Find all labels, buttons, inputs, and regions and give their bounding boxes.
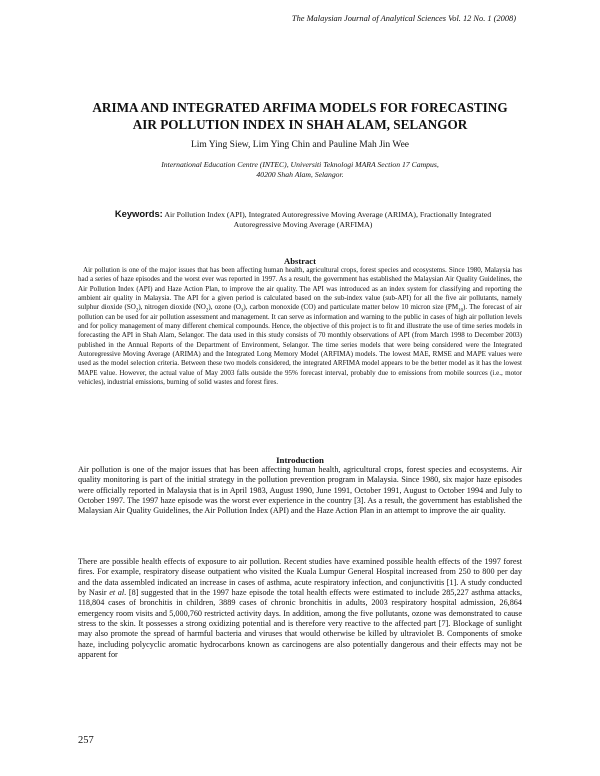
keywords	[92, 209, 514, 230]
title-line-2: AIR POLLUTION INDEX IN SHAH ALAM, SELANGOR	[132, 117, 468, 132]
page-number: 257	[78, 735, 94, 746]
affiliation	[0, 160, 600, 180]
affiliation-line-2: 40200 Shah Alam, Selangor.	[256, 170, 344, 179]
keywords-text: Air Pollution Index (API), Integrated Autoregressive Moving Average (ARIMA), Fractionally Integrated Autoregressive Moving Average (ARFIMA)	[164, 210, 492, 229]
affiliation-line-1: International Education Centre (INTEC), Universiti Teknologi MARA Section 17 Campus,	[161, 160, 439, 169]
abstract-heading: Abstract	[284, 256, 316, 266]
authors: Lim Ying Siew, Lim Ying Chin and Pauline Mah Jin Wee	[190, 140, 410, 150]
introduction-heading: Introduction	[276, 455, 324, 465]
title-line-1: ARIMA AND INTEGRATED ARFIMA MODELS FOR FORECASTING	[92, 100, 508, 115]
intro-paragraph-1: Air pollution is one of the major issues that has been affecting human health, agricultural crops, forest species and ecosystems. Air quality monitoring is part of the initial strategy in the pollution prevention program in Malaysia. Since 1980, six major haze episodes were officially reported in Malaysia that is in April 1983, August 1990, June 1991, October 1991, August to October 1994 and July to October 1997. The 1997 haze episode was the worst ever experience in the country [3]. As a result, the government has established the Malaysian Air Quality Guidelines, the Air Pollution Index (API) and the Haze Action Plan in an attempt to improve the air quality.	[78, 465, 522, 516]
keywords-label: Keywords:	[114, 208, 163, 219]
journal-header: The Malaysian Journal of Analytical Sciences Vol. 12 No. 1 (2008)	[291, 14, 516, 23]
paper-title	[0, 99, 600, 133]
abstract-body: Air pollution is one of the major issues that has been affecting human health, agricultural crops, forest species and ecosystems. Since 1980, Malaysia has had a series of haze episodes and the worst ever was reported in 1997. As a result, the government has established the Malaysian Air Quality Guidelines, the Air Pollution Index (API) and Haze Action Plan, to improve the air quality. The API was introduced as an index system for classifying and reporting the ambient air quality in Malaysia. The API for a given period is calculated based on the sub-index value (sub-API) for all the five air pollutants, namely sulphur dioxide $(SO_2)$, nitrogen dioxide $(NO_2)$, ozone $(O_3)$, carbon monoxide (CO) and particulate matter below 10 micron size $(PM_{10})$. The forecast of air pollution can be used for air pollution assessment and management. It can serve as information and warning to the public in cases of high air pollution levels and for policy management of many different chemical compounds. Hence, the objective of this project is to fit and illustrate the use of time series models in forecasting the API in Shah Alam, Selangor. The data used in this study consists of 70 monthly observations of API (from March 1998 to December 2003) published in the Annual Reports of the Department of Environment, Selangor. The time series models that were being considered were the Integrated Autoregressive Moving Average (ARIMA) and the Integrated Long Memory Model (ARFIMA) models. The lowest MAE, RMSE and MAPE values were used as the model selection criteria. Between these two models considered, the integrated ARFIMA model appears to be the better model as it has the lowest MAPE value. However, the actual value of May 2003 falls outside the 95% forecast interval, probably due to emissions from mobile sources (i.e., motor vehicles), industrial emissions, burning of solid wastes and forest fires.	[78, 266, 522, 387]
intro-paragraph-2: There are possible health effects of exposure to air pollution. Recent studies have examined possible health effects of the 1997 forest fires. For example, respiratory disease outpatient who visited the Kuala Lumpur General Hospital increased from 250 to 800 per day and the data assembled indicated an increase in cases of asthma, acute respiratory infection, and conjunctivitis [1]. A study conducted by Nasir et al. [8] suggested that in the 1997 haze episode the total health effects were estimated to include 285,227 asthma attacks, 118,804 cases of bronchitis in children, 3889 cases of chronic bronchitis in adults, 2003 respiratory hospital admission, 26,864 emergency room visits and 5,000,760 restricted activity days. In addition, among the five pollutants, ozone was demonstrated to cause stress to the skin. It possesses a strong oxidizing potential and is therefore very reactive to the affected part [7]. Blockage of sunlight may also promote the spread of harmful bacteria and viruses that would otherwise be killed by ultraviolet B. Components of smoke haze, including polycyclic aromatic hydrocarbons known as carcinogens are also potentially dangerous and their effects may not be apparent for	[78, 557, 523, 660]
